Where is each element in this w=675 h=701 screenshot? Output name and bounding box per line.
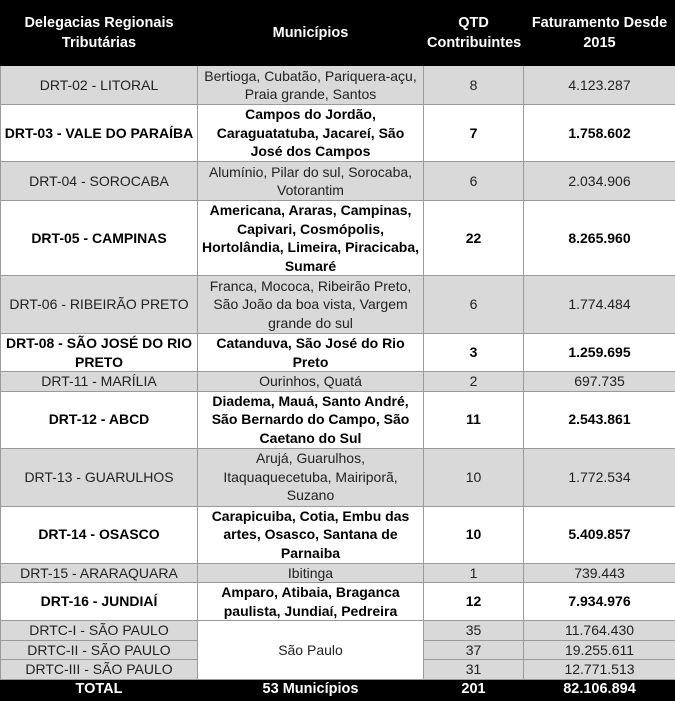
table-row [1,621,675,641]
municipalities-cell: São Paulo [198,621,424,680]
table-row [1,105,675,162]
region-cell: DRT-02 - LITORAL [1,66,198,105]
region-cell: DRTC-I - SÃO PAULO [1,621,198,641]
qty-cell: 12 [424,583,524,621]
qty-cell: 35 [424,621,524,641]
region-cell: DRT-14 - OSASCO [1,506,198,563]
header-municipalities: Municípios [198,1,424,66]
municipalities-cell: Bertioga, Cubatão, Pariquera-açu, Praia grande, Santos [198,66,424,105]
table-row [1,391,675,448]
header-revenue: Faturamento Desde 2015 [524,1,675,66]
municipalities-cell: Americana, Araras, Campinas, Capivari, Cosmópolis, Hortolândia, Limeira, Piracicaba, Sumaré [198,201,424,276]
revenue-cell: 11.764.430 [524,621,675,641]
revenue-cell: 2.034.906 [524,162,675,201]
region-cell: DRT-03 - VALE DO PARAÍBA [1,105,198,162]
table-row [1,162,675,201]
region-cell: DRTC-III - SÃO PAULO [1,660,198,680]
municipalities-cell: Ourinhos, Quatá [198,372,424,392]
table-row [1,372,675,392]
qty-cell: 11 [424,391,524,448]
qty-cell: 3 [424,334,524,372]
region-cell: DRT-06 - RIBEIRÃO PRETO [1,276,198,334]
region-cell: DRT-08 - SÃO JOSÉ DO RIO PRETO [1,334,198,372]
region-cell: DRT-16 - JUNDIAÍ [1,583,198,621]
header-row [1,1,675,66]
revenue-cell: 697.735 [524,372,675,392]
revenue-cell: 2.543.861 [524,391,675,448]
qty-cell: 7 [424,105,524,162]
table-row [1,201,675,276]
revenue-cell: 5.409.857 [524,506,675,563]
municipalities-cell: Alumínio, Pilar do sul, Sorocaba, Votorantim [198,162,424,201]
municipalities-cell: Diadema, Mauá, Santo André, São Bernardo do Campo, São Caetano do Sul [198,391,424,448]
header-qty: QTD Contribuintes [424,1,524,66]
qty-cell: 1 [424,563,524,583]
total-label: TOTAL [1,679,198,700]
total-qty: 201 [424,679,524,700]
qty-cell: 22 [424,201,524,276]
header-region: Delegacias Regionais Tributárias [1,1,198,66]
revenue-cell: 12.771.513 [524,660,675,680]
table-row [1,448,675,506]
municipalities-cell: Amparo, Atibaia, Braganca paulista, Jundiaí, Pedreira [198,583,424,621]
qty-cell: 31 [424,660,524,680]
municipalities-cell: Franca, Mococa, Ribeirão Preto, São João da boa vista, Vargem grande do sul [198,276,424,334]
region-cell: DRT-05 - CAMPINAS [1,201,198,276]
revenue-cell: 4.123.287 [524,66,675,105]
revenue-cell: 1.259.695 [524,334,675,372]
municipalities-cell: Catanduva, São José do Rio Preto [198,334,424,372]
revenue-cell: 1.758.602 [524,105,675,162]
qty-cell: 2 [424,372,524,392]
total-row [1,679,675,700]
revenue-cell: 7.934.976 [524,583,675,621]
municipalities-cell: Ibitinga [198,563,424,583]
municipalities-cell: Arujá, Guarulhos, Itaquaquecetuba, Mairiporã, Suzano [198,448,424,506]
municipalities-cell: Campos do Jordão, Caraguatatuba, Jacareí, São José dos Campos [198,105,424,162]
revenue-cell: 8.265.960 [524,201,675,276]
region-cell: DRT-13 - GUARULHOS [1,448,198,506]
table-row [1,276,675,334]
region-cell: DRTC-II - SÃO PAULO [1,640,198,660]
total-municipalities: 53 Municípios [198,679,424,700]
qty-cell: 6 [424,162,524,201]
qty-cell: 37 [424,640,524,660]
table-row [1,583,675,621]
region-cell: DRT-15 - ARARAQUARA [1,563,198,583]
table-row [1,334,675,372]
region-cell: DRT-04 - SOROCABA [1,162,198,201]
table-row [1,66,675,105]
qty-cell: 8 [424,66,524,105]
qty-cell: 10 [424,506,524,563]
total-revenue: 82.106.894 [524,679,675,700]
table-row [1,563,675,583]
municipalities-cell: Carapicuiba, Cotia, Embu das artes, Osasco, Santana de Parnaiba [198,506,424,563]
revenue-cell: 1.772.534 [524,448,675,506]
revenue-cell: 739.443 [524,563,675,583]
qty-cell: 10 [424,448,524,506]
revenue-cell: 1.774.484 [524,276,675,334]
region-cell: DRT-12 - ABCD [1,391,198,448]
qty-cell: 6 [424,276,524,334]
revenue-cell: 19.255.611 [524,640,675,660]
region-cell: DRT-11 - MARÍLIA [1,372,198,392]
table-row [1,506,675,563]
